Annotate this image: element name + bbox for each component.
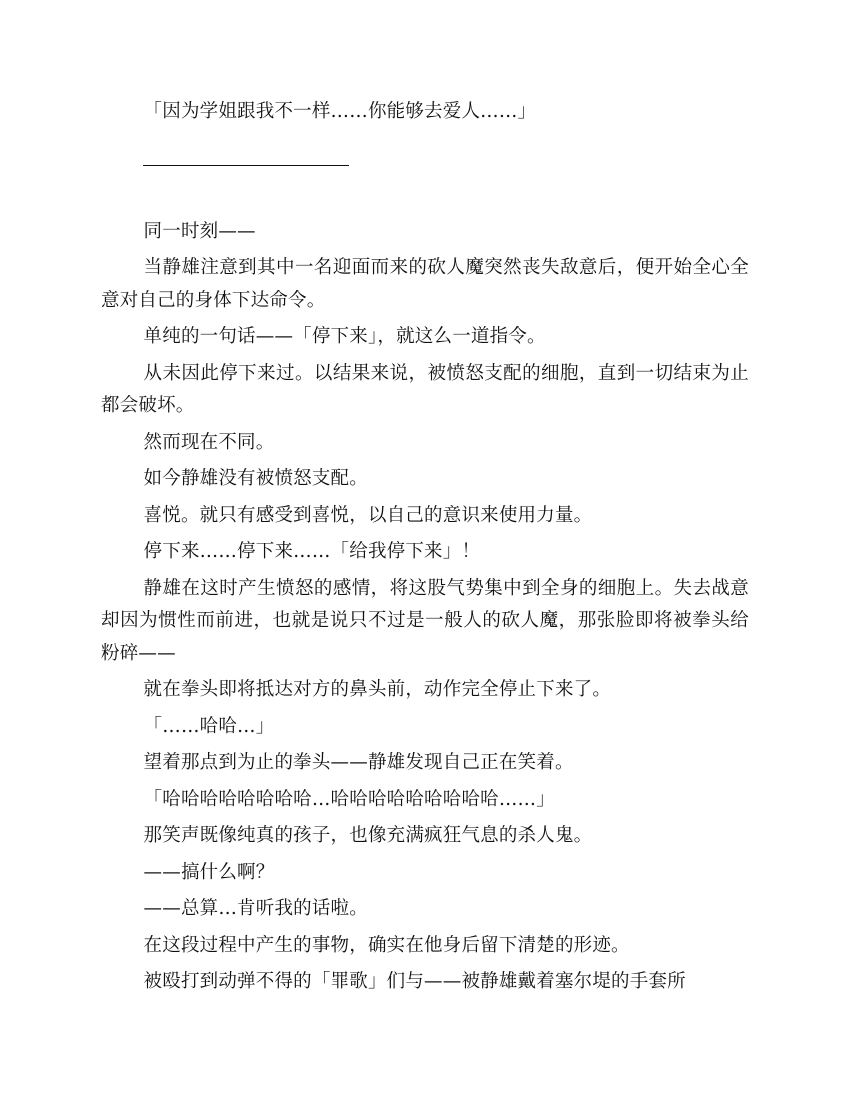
paragraph: 被殴打到动弹不得的「罪歌」们与——被静雄戴着塞尔堤的手套所 bbox=[143, 971, 686, 992]
paragraph: 当静雄注意到其中一名迎面而来的砍人魔突然丧失敌意后，便开始全心全意对自己的身体下达命令。 bbox=[101, 257, 749, 311]
document-page bbox=[101, 96, 749, 1003]
paragraph: 望着那点到为止的拳头——静雄发现自己正在笑着。 bbox=[143, 752, 574, 773]
opening-quote: 「因为学姐跟我不一样……你能够去爱人……」 bbox=[143, 101, 537, 122]
paragraph: 那笑声既像纯真的孩子，也像充满疯狂气息的杀人鬼。 bbox=[143, 825, 593, 846]
paragraph: 「……哈哈…」 bbox=[143, 715, 275, 737]
paragraph: 静雄在这时产生愤怒的感情，将这股气势集中到全身的细胞上。失去战意却因为惯性而前进，也就是说只不过是一般人的砍人魔，那张脸即将被拳头给粉碎—— bbox=[101, 577, 749, 664]
paragraph: ——总算…肯听我的话啦。 bbox=[143, 898, 368, 919]
paragraph: 「哈哈哈哈哈哈哈哈…哈哈哈哈哈哈哈哈哈……」 bbox=[143, 788, 555, 810]
paragraph: 从未因此停下来过。以结果来说，被愤怒支配的细胞，直到一切结束为止都会破坏。 bbox=[101, 362, 749, 416]
paragraph: 如今静雄没有被愤怒支配。 bbox=[143, 468, 368, 489]
paragraph: 同一时刻—— bbox=[143, 220, 256, 242]
paragraph: 停下来……停下来……「给我停下来」！ bbox=[143, 541, 481, 562]
paragraph: 然而现在不同。 bbox=[143, 431, 275, 453]
paragraph: 在这段过程中产生的事物，确实在他身后留下清楚的形迹。 bbox=[143, 934, 630, 956]
section-spacer bbox=[101, 166, 749, 216]
paragraph: ——搞什么啊？ bbox=[143, 861, 275, 883]
paragraph: 喜悦。就只有感受到喜悦，以自己的意识来使用力量。 bbox=[143, 504, 593, 526]
paragraph: 单纯的一句话——「停下来」，就这么一道指令。 bbox=[143, 326, 546, 347]
paragraph: 就在拳头即将抵达对方的鼻头前，动作完全停止下来了。 bbox=[143, 679, 612, 700]
